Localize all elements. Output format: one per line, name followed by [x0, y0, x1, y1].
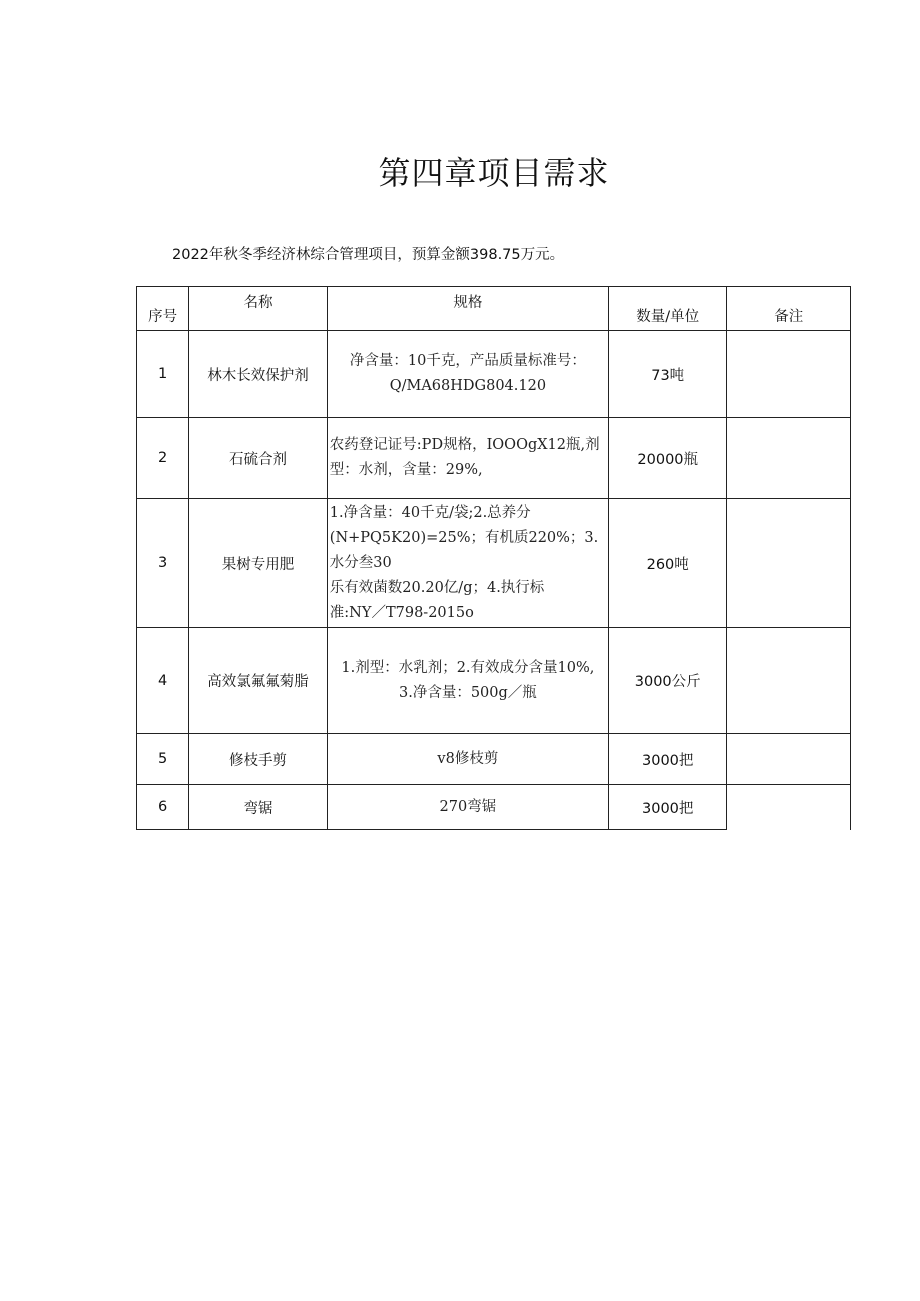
table-row: [137, 499, 851, 628]
requirements-table: [136, 286, 851, 830]
spec-line: 净含量：10千克，产品质量标准号：: [349, 353, 586, 369]
header-note: 备注: [727, 287, 851, 331]
cell-qty: 3000公斤: [608, 628, 726, 734]
spec-line: 1.净含量：40千克/袋;2.总养分: [329, 504, 531, 521]
cell-qty: 260吨: [608, 499, 726, 628]
spec-line: 型：水剂，含量：29%,: [329, 462, 483, 478]
cell-name: 高效氯氟氟菊脂: [189, 628, 328, 734]
cell-qty: 3000把: [608, 785, 726, 830]
header-seq: 序号: [137, 287, 189, 331]
table-row: [137, 734, 851, 785]
cell-seq: 3: [137, 499, 189, 628]
cell-spec: [327, 628, 608, 734]
cell-name: 林木长效保护剂: [189, 331, 328, 418]
spec-line: 270弯锯: [439, 798, 497, 815]
cell-spec: [327, 331, 608, 418]
page-title: 第四章项目需求: [378, 154, 610, 192]
spec-line: 农药登记证号:PD规格，IOOOgX12瓶,剂: [329, 437, 600, 453]
spec-line: 1.剂型：水乳剂；2.有效成分含量10%,: [341, 659, 595, 676]
cell-spec: [327, 499, 608, 628]
cell-seq: 2: [137, 418, 189, 499]
table-row: [137, 785, 851, 830]
spec-line: 乐有效菌数20.20亿/g；4.执行标: [329, 579, 545, 596]
cell-name: 修枝手剪: [189, 734, 328, 785]
cell-seq: 6: [137, 785, 189, 830]
cell-note: [727, 628, 851, 734]
intro-text: 2022年秋冬季经济林综合管理项目，预算金额398.75万元。: [172, 247, 565, 263]
cell-seq: 4: [137, 628, 189, 734]
cell-note: [727, 499, 851, 628]
cell-spec: [327, 734, 608, 785]
table-row: [137, 628, 851, 734]
cell-note: [727, 785, 851, 830]
cell-note: [727, 734, 851, 785]
table-header-row: [137, 287, 851, 331]
spec-line: 3.净含量：500g／瓶: [398, 684, 537, 701]
spec-line: Q/MA68HDG804.120: [389, 378, 547, 394]
table-row: [137, 418, 851, 499]
cell-spec: [327, 418, 608, 499]
spec-line: 准:NY／T798-2015o: [329, 604, 474, 621]
spec-line: v8修枝剪: [437, 750, 499, 767]
cell-name: 果树专用肥: [189, 499, 328, 628]
cell-qty: 3000把: [608, 734, 726, 785]
cell-note: [727, 418, 851, 499]
cell-name: 石硫合剂: [189, 418, 328, 499]
cell-name: 弯锯: [189, 785, 328, 830]
spec-line: (N+PQ5K20)=25%；有机质220%；3.水分叁30: [329, 529, 599, 571]
cell-seq: 5: [137, 734, 189, 785]
table-row: [137, 331, 851, 418]
header-name: 名称: [189, 287, 328, 331]
cell-note: [727, 331, 851, 418]
cell-qty: 20000瓶: [608, 418, 726, 499]
header-qty: 数量/单位: [608, 287, 726, 331]
header-spec: 规格: [327, 287, 608, 331]
cell-seq: 1: [137, 331, 189, 418]
cell-spec: [327, 785, 608, 830]
cell-qty: 73吨: [608, 331, 726, 418]
